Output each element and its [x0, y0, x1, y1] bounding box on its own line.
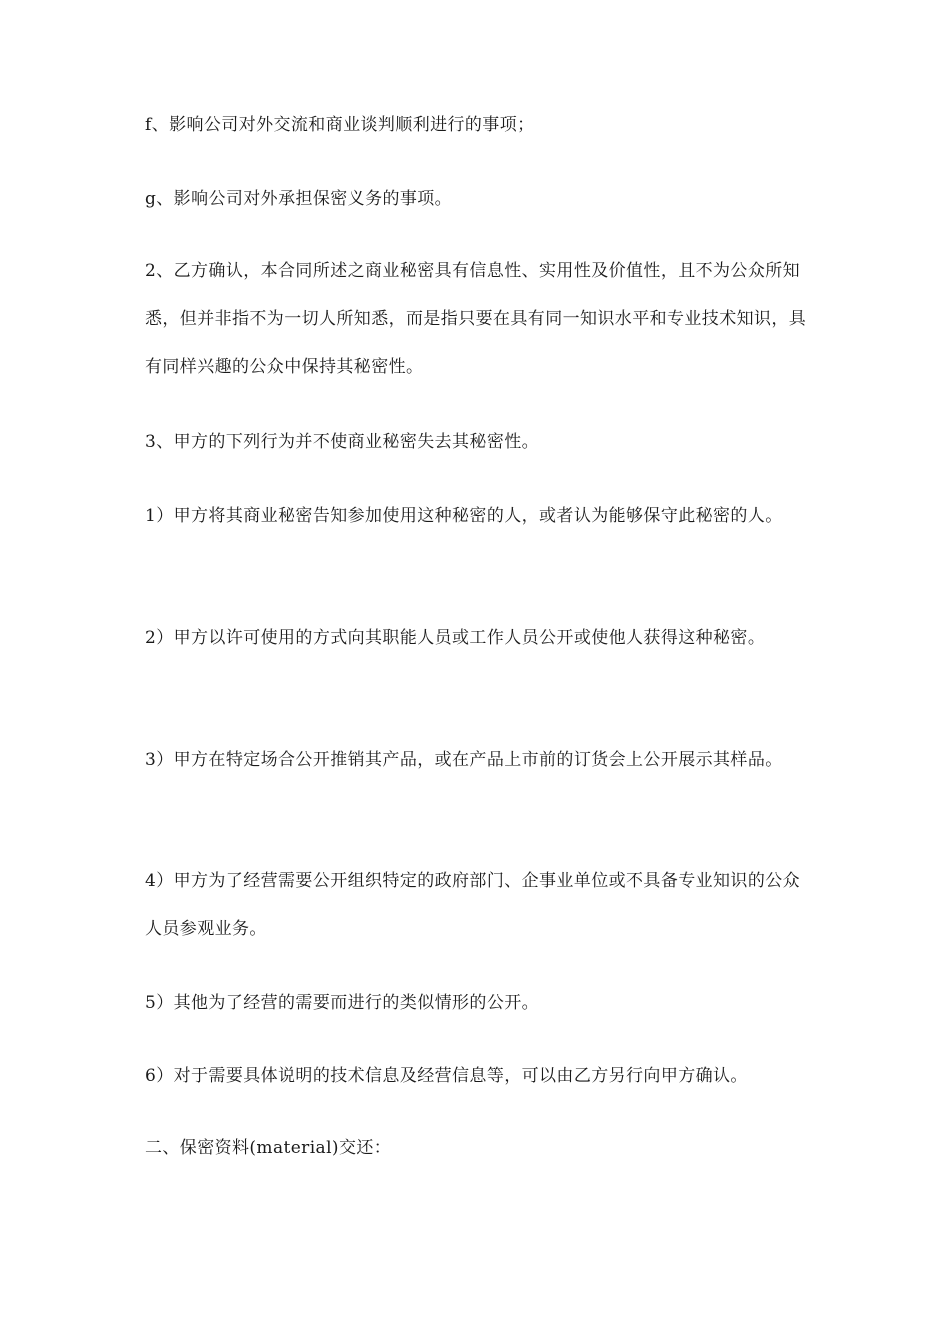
paragraph-sub-6: 6）对于需要具体说明的技术信息及经营信息等，可以由乙方另行向甲方确认。: [145, 1066, 748, 1086]
paragraph-clause-3: 3、甲方的下列行为并不使商业秘密失去其秘密性。: [145, 432, 540, 452]
paragraph-sub-1: 1）甲方将其商业秘密告知参加使用这种秘密的人，或者认为能够保守此秘密的人。: [145, 506, 783, 526]
paragraph-sub-3: 3）甲方在特定场合公开推销其产品，或在产品上市前的订货会上公开展示其样品。: [145, 750, 783, 770]
section-heading-material-return: 二、保密资料(material)交还：: [145, 1138, 392, 1158]
paragraph-item-f: f、影响公司对外交流和商业谈判顺利进行的事项；: [145, 115, 535, 135]
paragraph-sub-2: 2）甲方以许可使用的方式向其职能人员或工作人员公开或使他人获得这种秘密。: [145, 628, 766, 648]
paragraph-clause-2: 2、乙方确认，本合同所述之商业秘密具有信息性、实用性及价值性，且不为公众所知悉，但并非指不为一切人所知悉，而是指只要在具有同一知识水平和专业技术知识，具有同样兴趣的公众中保持其秘密性。: [145, 261, 807, 377]
paragraph-sub-4: 4）甲方为了经营需要公开组织特定的政府部门、企事业单位或不具备专业知识的公众人员参观业务。: [145, 871, 801, 939]
paragraph-sub-5: 5）其他为了经营的需要而进行的类似情形的公开。: [145, 993, 540, 1013]
paragraph-item-g: g、影响公司对外承担保密义务的事项。: [145, 189, 453, 209]
